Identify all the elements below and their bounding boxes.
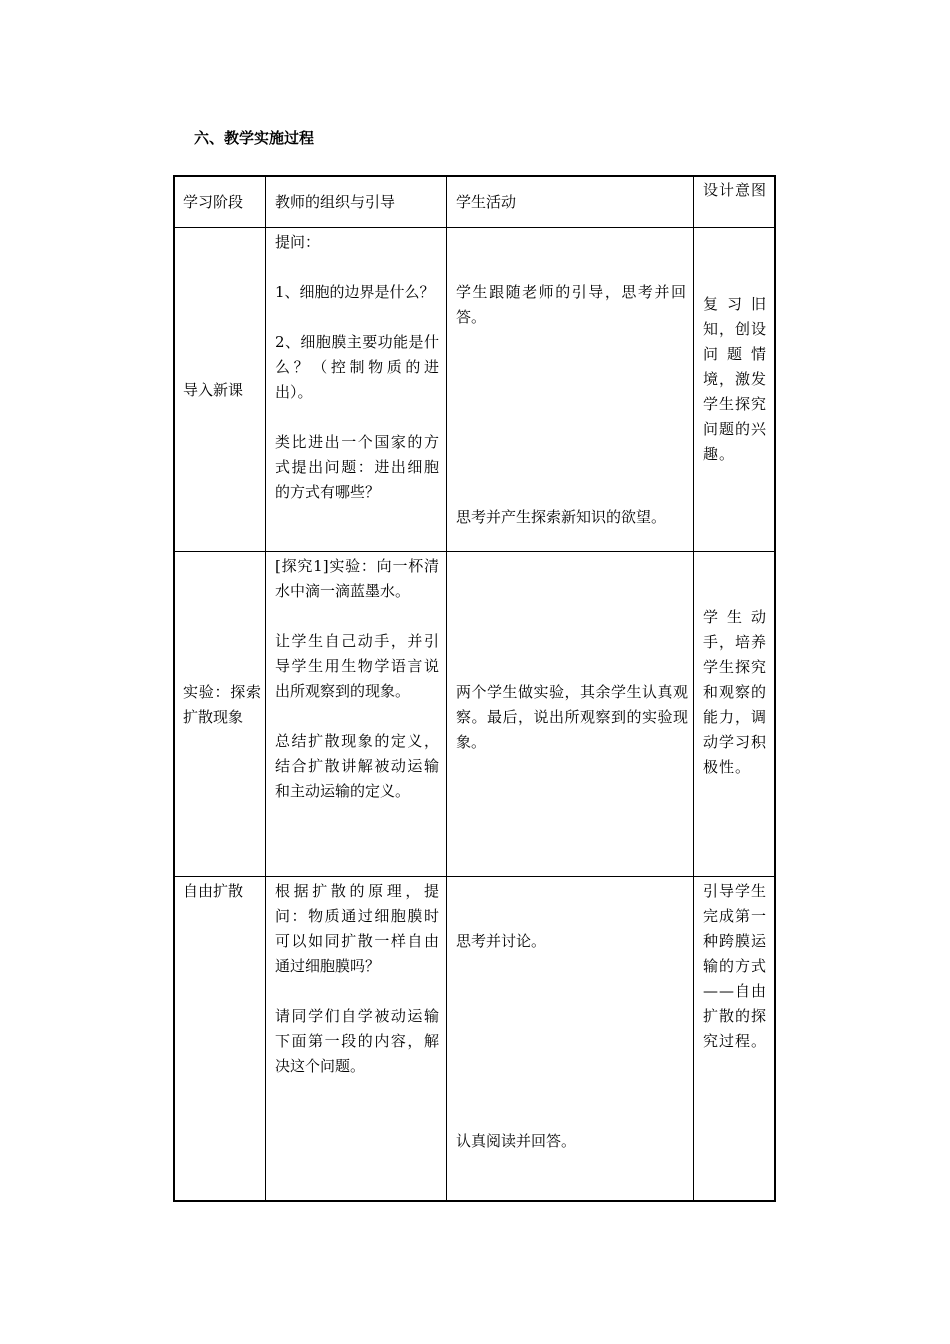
header-student: 学生活动 [456, 193, 517, 211]
lesson-process-table [173, 175, 776, 1202]
row2-teacher-para: [探究1]实验：向一杯清水中滴一滴蓝墨水。 [275, 557, 439, 600]
row2-student-para: 两个学生做实验，其余学生认真观察。最后，说出所观察到的实验现象。 [456, 683, 688, 751]
row2-stage: 实验：探索扩散现象 [183, 683, 261, 726]
column-divider [446, 177, 447, 1200]
row1-teacher-para: 提问： [275, 233, 321, 251]
row1-teacher-para: 1、细胞的边界是什么？ [275, 283, 435, 301]
row-divider [175, 876, 774, 877]
row2-student [456, 680, 688, 755]
row1-teacher-para: 类比进出一个国家的方式提出问题：进出细胞的方式有哪些？ [275, 433, 439, 501]
row-divider [175, 551, 774, 552]
section-title: 六、教学实施过程 [194, 129, 315, 147]
row1-student-para: 学生跟随老师的引导，思考并回答。 [456, 283, 686, 326]
column-divider [265, 177, 266, 1200]
row2-teacher [275, 554, 439, 804]
row3-student-para: 思考并讨论。 [456, 932, 547, 950]
header-intent: 设计意图 [703, 181, 767, 199]
row1-teacher [275, 230, 439, 505]
row2-teacher-para: 总结扩散现象的定义，结合扩散讲解被动运输和主动运输的定义。 [275, 732, 439, 800]
row1-student [456, 280, 686, 330]
row1-student-second [456, 505, 686, 530]
row1-student-para: 思考并产生探索新知识的欲望。 [456, 508, 667, 526]
row1-teacher-para: 2、细胞膜主要功能是什么？（控制物质的进出）。 [275, 333, 439, 401]
row2-intent: 学生动手，培养学生探究和观察的能力，调动学习积极性。 [703, 608, 767, 776]
header-teacher: 教师的组织与引导 [275, 193, 396, 211]
row2-teacher-para: 让学生自己动手，并引导学生用生物学语言说出所观察到的现象。 [275, 632, 439, 700]
row3-intent: 引导学生完成第一种跨膜运输的方式——自由扩散的探究过程。 [703, 882, 767, 1050]
row3-student-para: 认真阅读并回答。 [456, 1132, 577, 1150]
row1-intent: 复习旧知，创设问题情境，激发学生探究问题的兴趣。 [703, 295, 767, 463]
row3-stage: 自由扩散 [183, 882, 244, 900]
row3-teacher [275, 879, 439, 1079]
header-stage: 学习阶段 [183, 193, 244, 211]
row3-student [456, 929, 686, 954]
row3-teacher-para: 根据扩散的原理，提问：物质通过细胞膜时可以如同扩散一样自由通过细胞膜吗？ [275, 882, 439, 975]
row3-teacher-para: 请同学们自学被动运输下面第一段的内容，解决这个问题。 [275, 1007, 439, 1075]
column-divider [693, 177, 694, 1200]
row3-student-second [456, 1129, 686, 1154]
row1-stage: 导入新课 [183, 381, 244, 399]
row-divider [175, 227, 774, 228]
